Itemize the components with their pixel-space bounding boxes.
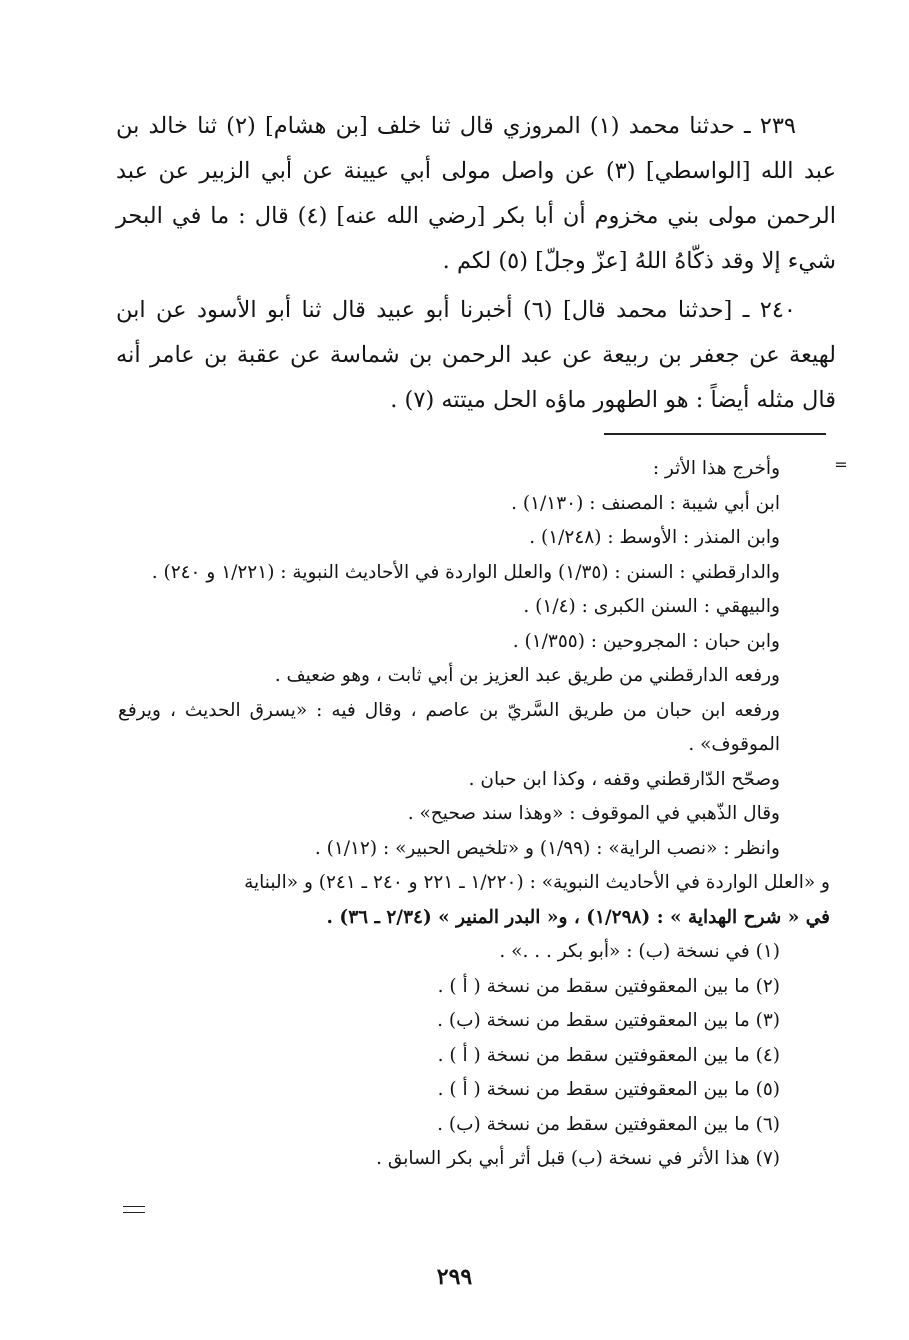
takhrij-line: ورفعه ابن حبان من طريق السَّريّ بن عاصم ، وقال فيه : «يسرق الحديث ، ويرفع الموقوف» . <box>118 699 780 755</box>
takhrij-line: وقال الذّهبي في الموقوف : «وهذا سند صحيح» . <box>407 803 780 824</box>
page-number: ٢٩٩ <box>436 1264 473 1290</box>
footnote-2: (٢) ما بين المعقوفتين سقط من نسخة ( أ ) . <box>437 975 780 997</box>
takhrij-line: وانظر : «نصب الراية» : (١/٩٩) و «تلخيص الحبير» : (١/١٢) . <box>314 837 780 859</box>
continuation-mark: = <box>834 455 848 474</box>
footnote-7: (٧) هذا الأثر في نسخة (ب) قبل أثر أبي بكر السابق . <box>376 1148 780 1169</box>
footnote-list <box>118 935 830 1177</box>
athar-240: ٢٤٠ ـ [حدثنا محمد قال] (٦) أخبرنا أبو عبيد قال ثنا أبو الأسود عن ابن لهيعة عن جعفر بن ربيعة عن عبد الرحمن بن شماسة عن عقبة بن عامر أنه قال مثله أيضاً : هو الطهور ماؤه الحل ميتته (٧) . <box>116 297 836 413</box>
footnote-separator <box>604 433 826 435</box>
footnote-end-mark <box>123 1206 145 1213</box>
footnote-1: (١) في نسخة (ب) : «أبو بكر . . .» . <box>499 941 780 962</box>
takhrij-line: وصحّح الدّارقطني وقفه ، وكذا ابن حبان . <box>468 768 780 790</box>
footnote-3: (٣) ما بين المعقوفتين سقط من نسخة (ب) . <box>437 1010 780 1031</box>
main-text <box>116 104 836 427</box>
takhrij-line: و «العلل الواردة في الأحاديث النبوية» : (١/٢٢٠ ـ ٢٢١ و ٢٤٠ ـ ٢٤١) و «البناية <box>244 872 830 893</box>
takhrij-line: ورفعه الدارقطني من طريق عبد العزيز بن أبي ثابت ، وهو ضعيف . <box>274 665 780 686</box>
takhrij-line: وابن المنذر : الأوسط : (١/٢٤٨) . <box>529 527 780 548</box>
takhrij-line: وابن حبان : المجروحين : (١/٣٥٥) . <box>512 630 780 652</box>
footnote-4: (٤) ما بين المعقوفتين سقط من نسخة ( أ ) . <box>437 1044 780 1066</box>
footnotes-area <box>118 452 830 1177</box>
athar-239: ٢٣٩ ـ حدثنا محمد (١) المروزي قال ثنا خلف [بن هشام] (٢) ثنا خالد بن عبد الله [الواسطي] (٣) عن واصل مولى أبي عيينة عن أبي الزبير عن عبد الرحمن مولى بني مخزوم أن أبا بكر [رضي الله عنه] (٤) قال : ما في البحر شيء إلا وقد ذكّاهُ اللهُ [عزّ وجلّ] (٥) لكم . <box>116 113 836 274</box>
footnote-6: (٦) ما بين المعقوفتين سقط من نسخة (ب) . <box>437 1113 780 1135</box>
takhrij-heading: وأخرج هذا الأثر : <box>652 458 780 479</box>
takhrij-last-line: في « شرح الهداية » : (١/٢٩٨) ، و« البدر المنير » (٢/٣٤ ـ ٣٦) . <box>326 906 830 928</box>
footnote-5: (٥) ما بين المعقوفتين سقط من نسخة ( أ ) . <box>437 1079 780 1100</box>
takhrij-line: ابن أبي شيبة : المصنف : (١/١٣٠) . <box>511 492 780 514</box>
takhrij-line: والبيهقي : السنن الكبرى : (١/٤) . <box>523 596 780 617</box>
takhrij-line: والدارقطني : السنن : (١/٣٥) والعلل الواردة في الأحاديث النبوية : (١/٢٢١ و ٢٤٠) . <box>151 561 780 583</box>
